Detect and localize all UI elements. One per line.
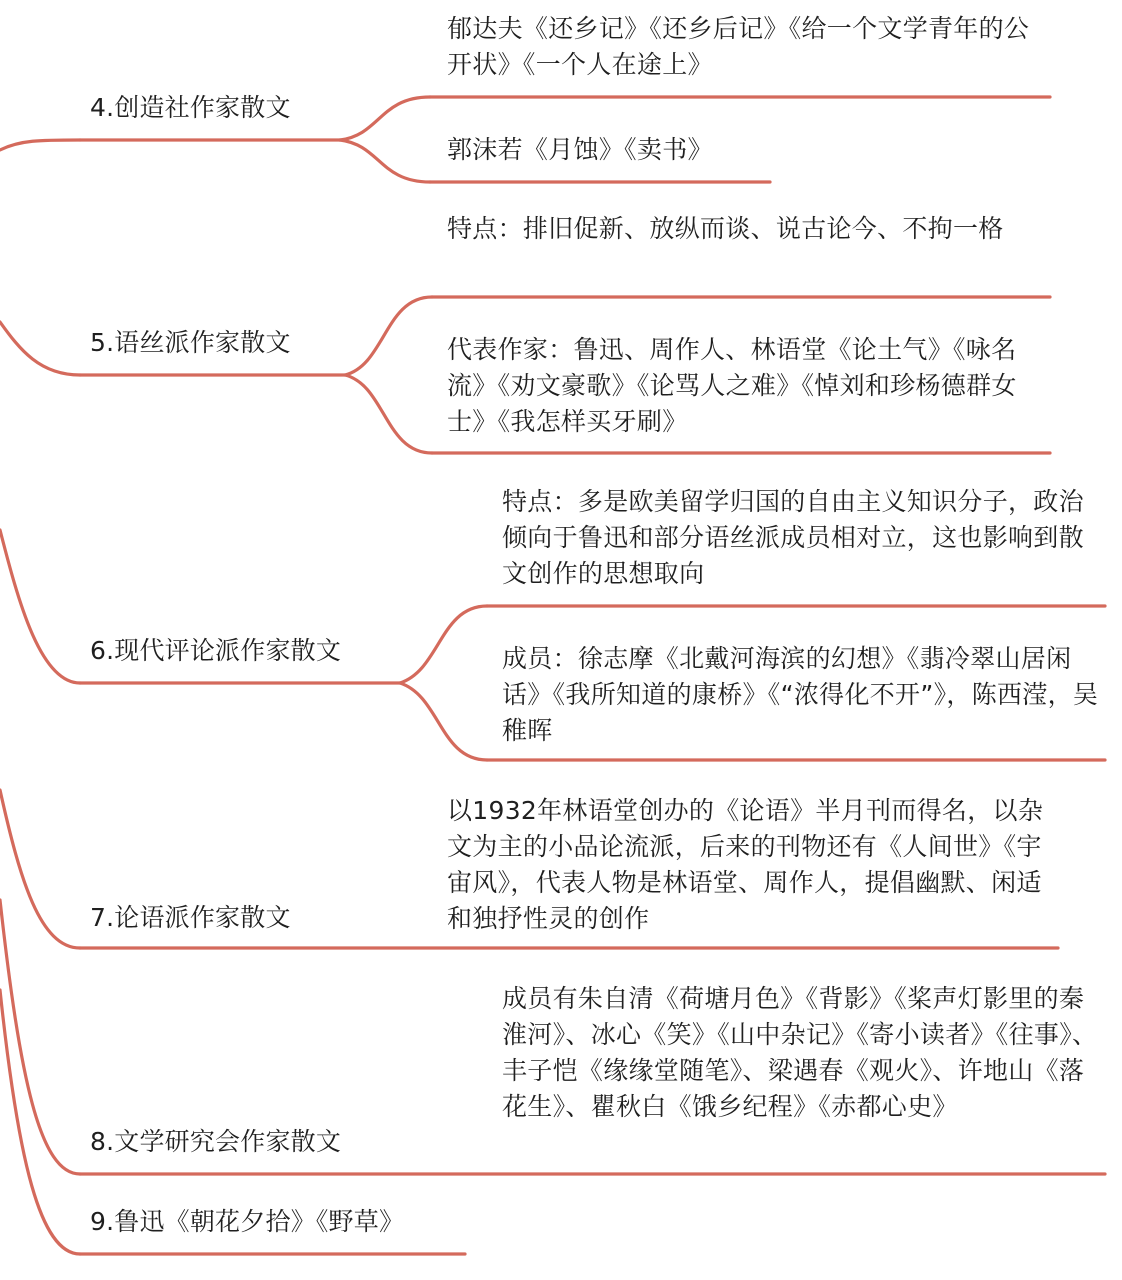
topic-lunyu-school[interactable]: 7.论语派作家散文 <box>90 903 291 932</box>
trunk-line-9 <box>0 990 80 1254</box>
topic-modern-review-school[interactable]: 6.现代评论派作家散文 <box>90 636 342 665</box>
topic-literary-research-society[interactable]: 8.文学研究会作家散文 <box>90 1127 342 1156</box>
connector-5a <box>345 297 432 375</box>
topic-creation-society[interactable]: 4.创造社作家散文 <box>90 93 291 122</box>
connector-5b <box>345 375 432 453</box>
connector-6b <box>400 683 487 760</box>
connector-6a <box>400 606 487 683</box>
connector-4a <box>340 97 430 140</box>
trunk-line-7 <box>0 790 80 948</box>
topic-lu-xun-works[interactable]: 9.鲁迅《朝花夕拾》《野草》 <box>90 1207 405 1236</box>
leaf-yu-dafu[interactable]: 郁达夫《还乡记》《还乡后记》《给一个文学青年的公开状》《一个人在途上》 <box>447 14 1030 79</box>
leaf-yusi-features[interactable]: 特点：排旧促新、放纵而谈、说古论今、不拘一格 <box>447 214 1004 243</box>
trunk-line-6 <box>0 530 80 683</box>
trunk-line-5 <box>0 322 80 375</box>
topic-yusi-school[interactable]: 5.语丝派作家散文 <box>90 328 291 357</box>
trunk-line-4 <box>0 140 80 150</box>
leaf-guo-moruo[interactable]: 郭沫若《月蚀》《卖书》 <box>447 135 713 164</box>
leaf-literary-research-members[interactable]: 成员有朱自清《荷塘月色》《背影》《桨声灯影里的秦淮河》、冰心《笑》《山中杂记》《寄小读者》《往事》、丰子恺《缘缘堂随笔》、梁遇春《观火》、许地山《落花生》、瞿秋白《饿乡纪程》《赤都心史》 <box>502 984 1098 1121</box>
leaf-modern-review-features[interactable]: 特点：多是欧美留学归国的自由主义知识分子，政治倾向于鲁迅和部分语丝派成员相对立，这也影响到散文创作的思想取向 <box>502 487 1084 588</box>
trunk-line-8 <box>0 900 80 1174</box>
leaf-yusi-authors[interactable]: 代表作家：鲁迅、周作人、林语堂《论土气》《咏名流》《劝文豪歌》《论骂人之难》《悼刘和珍杨德群女士》《我怎样买牙刷》 <box>447 335 1017 436</box>
leaf-lunyu-description[interactable]: 以1932年林语堂创办的《论语》半月刊而得名，以杂文为主的小品论流派，后来的刊物还有《人间世》《宇宙风》，代表人物是林语堂、周作人，提倡幽默、闲适和独抒性灵的创作 <box>447 796 1044 933</box>
connector-4b <box>340 140 430 182</box>
leaf-modern-review-members[interactable]: 成员：徐志摩《北戴河海滨的幻想》《翡冷翠山居闲话》《我所知道的康桥》《“浓得化不开”》，陈西滢，吴稚晖 <box>502 644 1099 745</box>
